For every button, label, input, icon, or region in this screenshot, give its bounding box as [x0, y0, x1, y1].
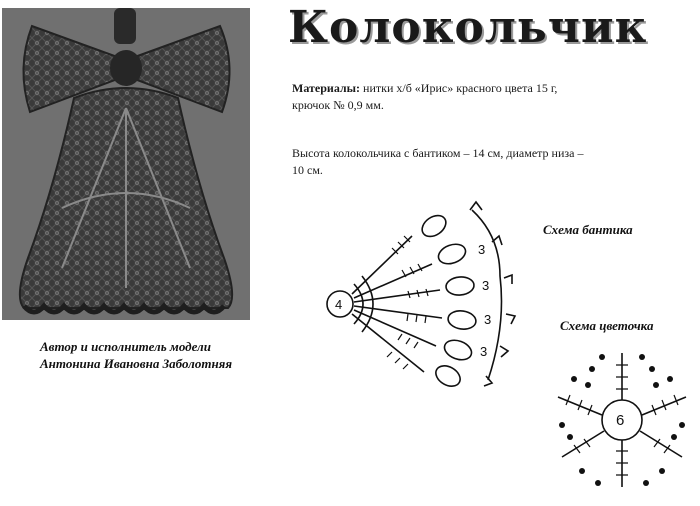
credit-line-2: Антонина Ивановна Заболотняя	[40, 356, 233, 371]
materials-paragraph	[292, 80, 592, 114]
page-title: Колокольчик	[288, 2, 648, 53]
bell-photo	[2, 8, 250, 320]
dimensions-paragraph: Высота колокольчика с бантиком – 14 см, диаметр низа – 10 см.	[292, 146, 584, 177]
materials-label: Материалы:	[292, 81, 361, 95]
materials-text: нитки х/б «Ирис» красного цвета 15 г, крючок № 0,9 мм.	[292, 81, 558, 112]
flower-scheme-diagram	[552, 345, 692, 495]
bow-petal-label: 3	[480, 344, 488, 359]
bow-center-number: 4	[335, 297, 343, 312]
bow-petal-label: 3	[478, 242, 486, 257]
bow-scheme-diagram	[322, 196, 532, 396]
author-credit	[40, 338, 280, 372]
flower-center-number: 6	[616, 412, 625, 429]
credit-line-1: Автор и исполнитель модели	[40, 339, 211, 354]
flower-scheme-caption: Схема цветочка	[560, 318, 654, 333]
bow-scheme-caption: Схема бантика	[543, 222, 633, 237]
bow-petal-label: 3	[482, 278, 490, 293]
bow-petal-label: 3	[484, 312, 492, 327]
